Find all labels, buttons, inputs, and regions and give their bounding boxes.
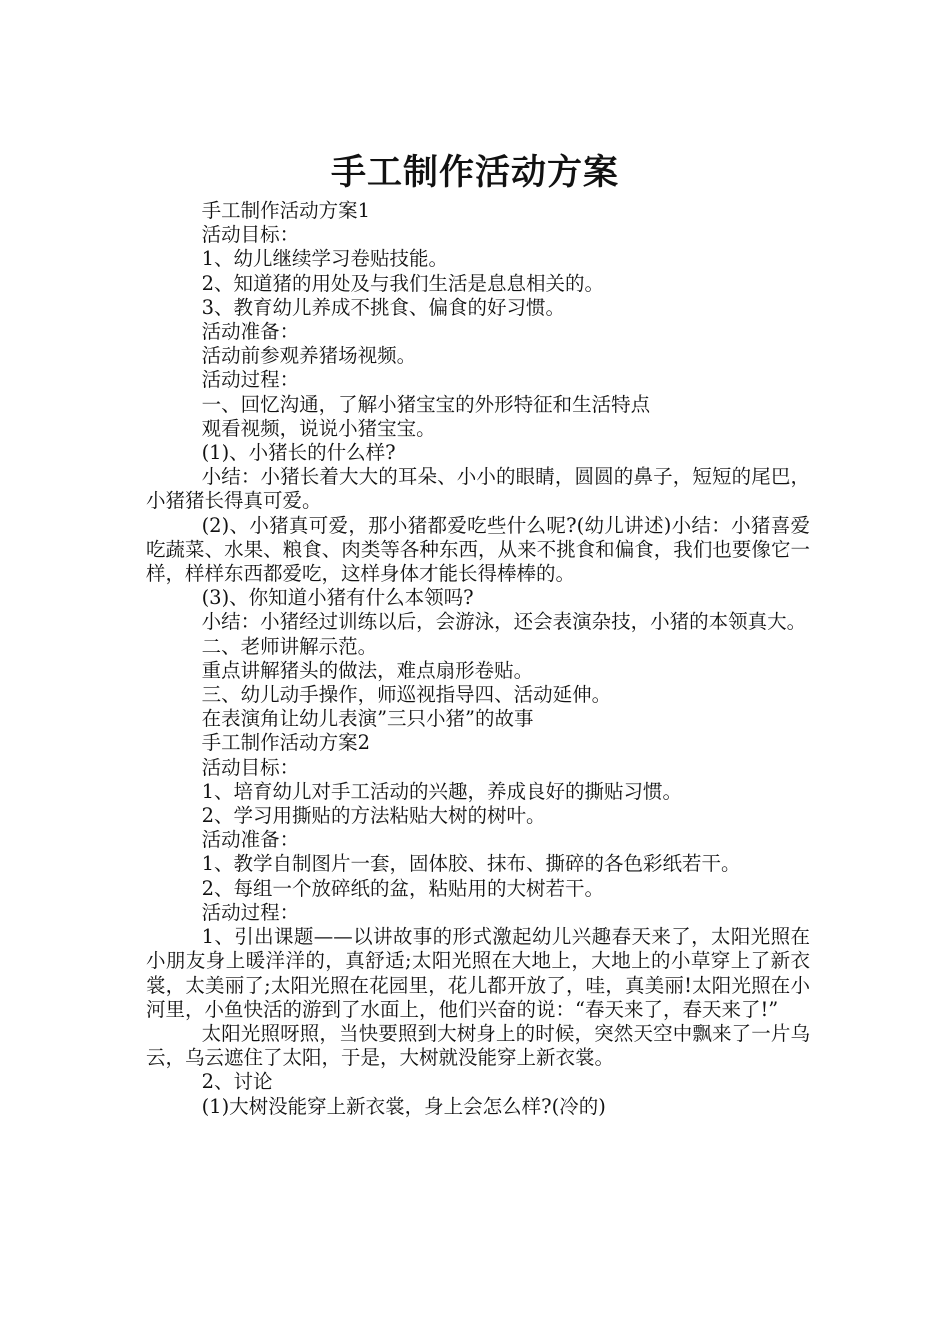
paragraph: 观看视频，说说小猪宝宝。: [201, 416, 436, 440]
paragraph: (1)、小猪长的什么样?: [201, 441, 396, 465]
paragraph: 2、每组一个放碎纸的盆，粘贴用的大树若干。: [201, 876, 604, 900]
paragraph: 1、教学自制图片一套，固体胶、抹布、撕碎的各色彩纸若干。: [201, 852, 741, 876]
paragraph: 一、回忆沟通，了解小猪宝宝的外形特征和生活特点: [201, 392, 651, 416]
paragraph: 二、老师讲解示范。: [201, 634, 378, 658]
document-body: [146, 199, 810, 1119]
paragraph: 手工制作活动方案1: [201, 199, 370, 222]
paragraph: 1、引出课题——以讲故事的形式激起幼儿兴趣春天来了，太阳光照在小朋友身上暖洋洋的，真舒适;太阳光照在大地上，大地上的小草穿上了新衣裳，太美丽了;太阳光照在花园里，花儿都开放了，哇，真美丽!太阳光照在小河里，小鱼快活的游到了水面上，他们兴奋的说：“春天来了，春天来了!”: [146, 925, 810, 1021]
paragraph: 小结：小猪经过训练以后，会游泳，还会表演杂技，小猪的本领真大。: [201, 610, 807, 634]
paragraph: 三、幼儿动手操作，师巡视指导四、活动延伸。: [201, 683, 612, 707]
paragraph: 活动准备：: [201, 828, 300, 852]
paragraph: 3、教育幼儿养成不挑食、偏食的好习惯。: [201, 295, 565, 319]
paragraph: 活动准备：: [201, 320, 300, 344]
paragraph: (1)大树没能穿上新衣裳，身上会怎么样?(冷的): [201, 1094, 606, 1118]
paragraph: 活动目标：: [201, 223, 300, 247]
document-title: 手工制作活动方案: [330, 152, 619, 194]
paragraph: (3)、你知道小猪有什么本领吗?: [201, 586, 474, 610]
paragraph: 活动过程：: [201, 900, 300, 924]
paragraph: 小结：小猪长着大大的耳朵、小小的眼睛，圆圆的鼻子，短短的尾巴，小猪猪长得真可爱。: [146, 465, 810, 513]
paragraph: 活动前参观养猪场视频。: [201, 344, 417, 368]
paragraph: 活动目标：: [201, 755, 300, 779]
paragraph: 活动过程：: [201, 368, 300, 392]
paragraph: 在表演角让幼儿表演”三只小猪”的故事: [201, 707, 534, 731]
paragraph: 1、幼儿继续学习卷贴技能。: [201, 247, 448, 271]
paragraph: 2、讨论: [201, 1070, 273, 1094]
paragraph: 2、知道猪的用处及与我们生活是息息相关的。: [201, 271, 604, 295]
paragraph: 2、学习用撕贴的方法粘贴大树的树叶。: [201, 804, 546, 828]
paragraph: 手工制作活动方案2: [201, 731, 370, 755]
paragraph: 太阳光照呀照，当快要照到大树身上的时候，突然天空中飘来了一片乌云，乌云遮住了太阳，于是，大树就没能穿上新衣裳。: [146, 1021, 810, 1070]
paragraph: 1、培育幼儿对手工活动的兴趣，养成良好的撕贴习惯。: [201, 779, 682, 803]
paragraph: (2)、小猪真可爱，那小猪都爱吃些什么呢?(幼儿讲述)小结：小猪喜爱吃蔬菜、水果、粮食、肉类等各种东西，从来不挑食和偏食，我们也要像它一样，样样东西都爱吃，这样身体才能长得棒棒的。: [146, 513, 810, 586]
paragraph: 重点讲解猪头的做法，难点扇形卷贴。: [201, 658, 534, 682]
